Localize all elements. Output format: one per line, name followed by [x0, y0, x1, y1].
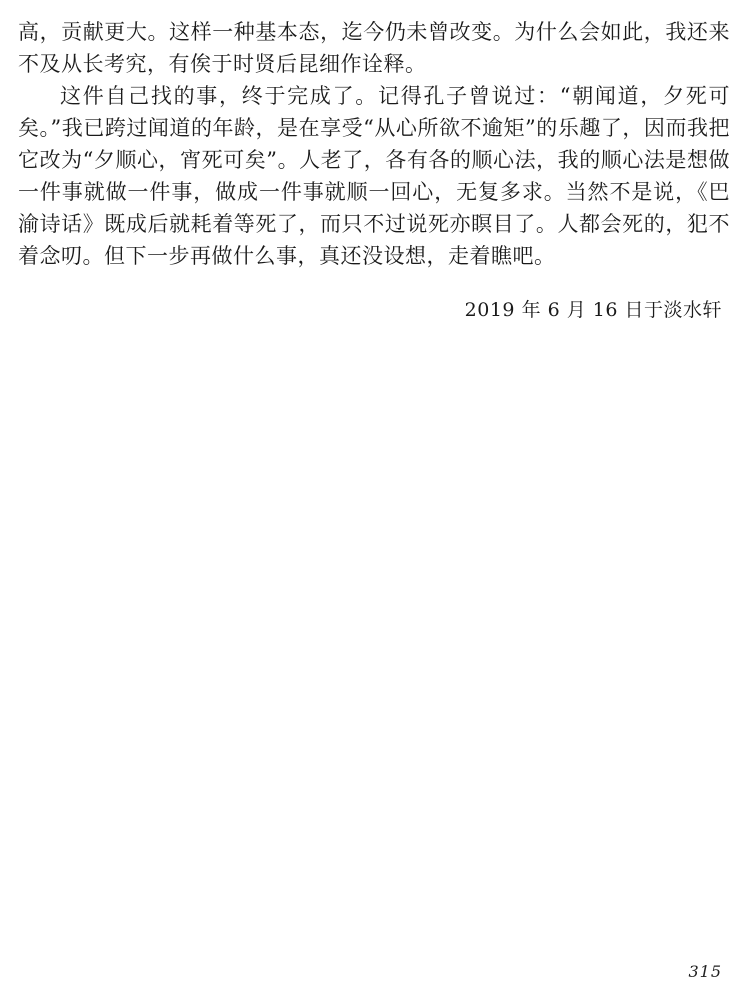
page-number: 315	[688, 962, 722, 981]
paragraph-continued: 高，贡献更大。这样一种基本态，迄今仍未曾改变。为什么会如此，我还来不及从长考究，有俟于时贤后昆细作诠释。	[18, 20, 730, 76]
signature-date-place: 2019 年 6 月 16 日于淡水轩	[464, 299, 722, 321]
paragraph-main: 这件自己找的事，终于完成了。记得孔子曾说过：“朝闻道，夕死可矣。”我已跨过闻道的年龄，是在享受“从心所欲不逾矩”的乐趣了，因而我把它改为“夕顺心，宵死可矣”。人老了，各有各的顺心法，我的顺心法是想做一件事就做一件事，做成一件事就顺一回心，无复多求。当然不是说，《巴渝诗话》既成后就耗着等死了，而只不过说死亦瞑目了。人都会死的，犯不着念叨。但下一步再做什么事，真还没设想，走着瞧吧。	[18, 84, 730, 268]
body-text	[18, 16, 730, 272]
